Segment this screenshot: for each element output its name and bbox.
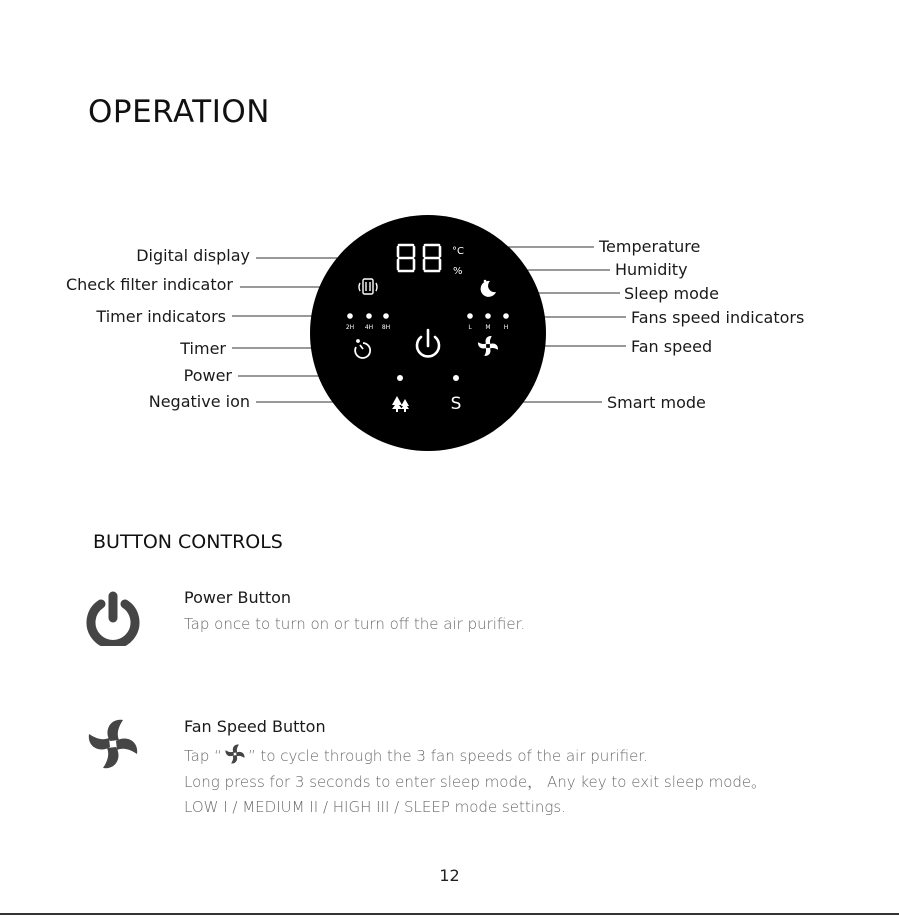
fan-button-description-line-2: Long press for 3 seconds to enter sleep mode， Any key to exit sleep mode。 xyxy=(184,773,767,791)
label-timer: Timer xyxy=(180,339,226,358)
page-title: OPERATION xyxy=(88,94,270,130)
power-button-title: Power Button xyxy=(184,588,292,607)
timer-indicator-marks xyxy=(346,324,390,331)
fan-button-description-line-1 xyxy=(184,743,648,765)
label-fan-speed: Fan speed xyxy=(631,337,713,356)
page-number: 12 xyxy=(439,866,460,885)
label-humidity: Humidity xyxy=(615,260,688,279)
inline-fan-icon xyxy=(224,743,246,765)
label-temperature: Temperature xyxy=(599,237,701,256)
control-panel-diagram xyxy=(0,200,899,480)
fan-desc-prefix: Tap “ xyxy=(184,747,222,765)
label-digital-display: Digital display xyxy=(136,246,250,265)
bottom-rule xyxy=(0,913,899,915)
celsius-unit: °C xyxy=(452,246,464,257)
label-negative-ion: Negative ion xyxy=(148,392,250,411)
timer-mark-2h: 2H xyxy=(345,324,355,331)
fan-mark-h: H xyxy=(503,324,509,331)
fan-mark-m: M xyxy=(485,324,491,331)
fan-button-description-line-3: LOW I / MEDIUM II / HIGH III / SLEEP mode settings. xyxy=(184,798,567,816)
negative-ion-indicator-dot xyxy=(397,375,403,381)
smart-mode-indicator-dot xyxy=(453,375,459,381)
percent-unit: % xyxy=(453,266,463,277)
timer-mark-4h: 4H xyxy=(364,324,374,331)
label-check-filter: Check filter indicator xyxy=(65,275,233,294)
smart-mode-button[interactable]: S xyxy=(450,394,462,414)
section-title: BUTTON CONTROLS xyxy=(93,531,283,553)
label-timer-indicators: Timer indicators xyxy=(96,307,226,326)
fan-icon xyxy=(85,716,141,772)
label-fans-speed-indicators: Fans speed indicators xyxy=(631,308,805,327)
fan-mark-l: L xyxy=(468,324,472,331)
label-smart-mode: Smart mode xyxy=(607,393,706,412)
label-sleep-mode: Sleep mode xyxy=(624,284,719,303)
fan-desc-suffix: ” to cycle through the 3 fan speeds of the air purifier. xyxy=(247,747,648,765)
fan-button-title: Fan Speed Button xyxy=(184,717,326,736)
power-icon xyxy=(85,590,141,646)
timer-mark-8h: 8H xyxy=(381,324,391,331)
label-power: Power xyxy=(183,366,232,385)
power-button-description: Tap once to turn on or turn off the air purifier. xyxy=(184,615,526,633)
